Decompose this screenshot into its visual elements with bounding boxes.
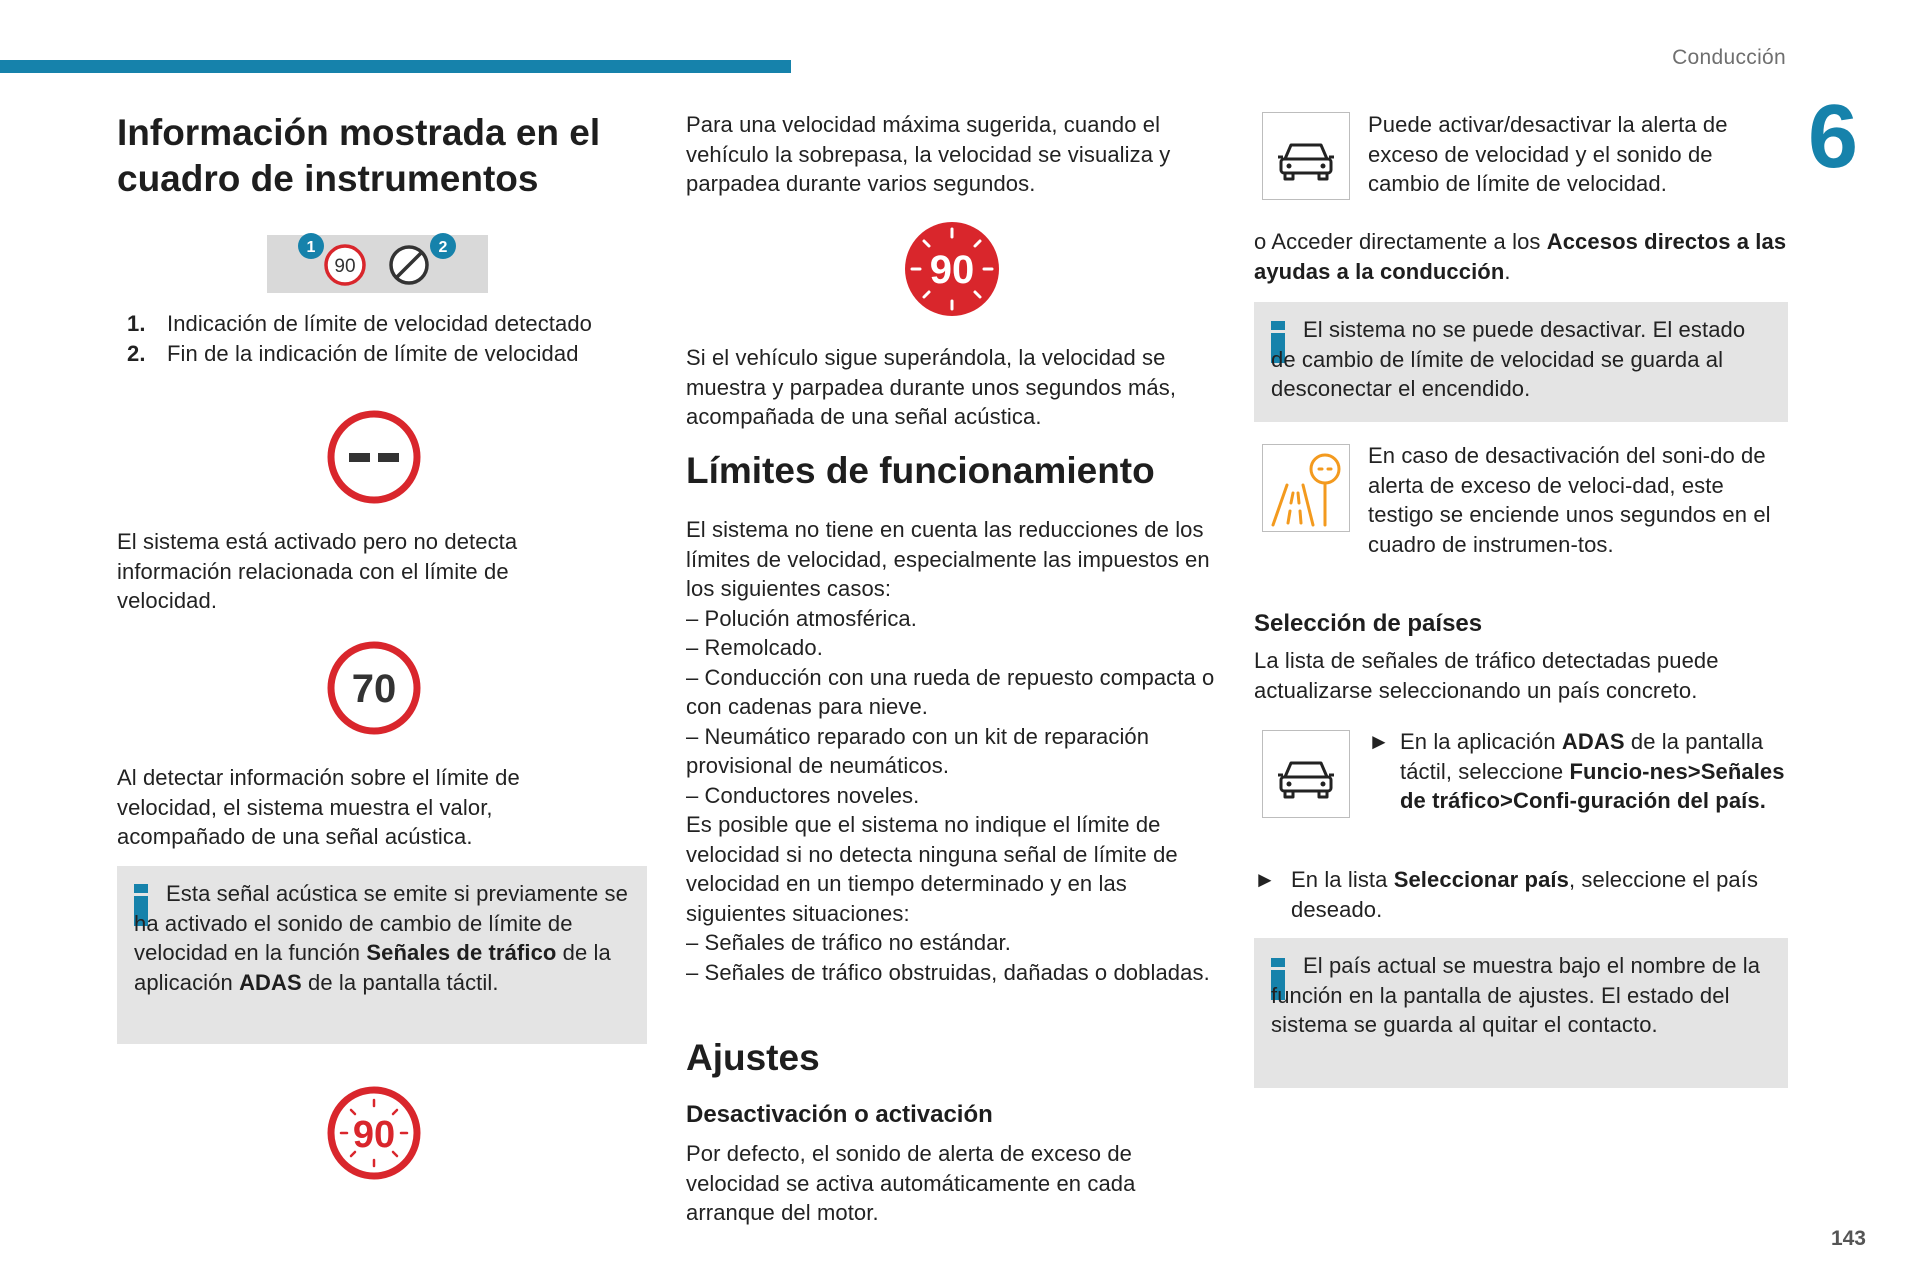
heading-limits: Límites de funcionamiento xyxy=(686,450,1155,491)
cluster-display-image xyxy=(267,232,488,296)
paragraph-suggested-speed: Para una velocidad máxima sugerida, cuando el vehículo la sobrepasa, la velocidad se visualiza y parpadea durante varios segundos. xyxy=(686,112,1171,196)
no-limit-sign-icon xyxy=(326,409,422,505)
paragraph-country: La lista de señales de tráfico detectadas puede actualizarse seleccionando un país concreto. xyxy=(1254,648,1719,703)
page-number: 143 xyxy=(1830,1227,1866,1250)
car-icon-box xyxy=(1262,112,1350,200)
page-title: Información mostrada en el cuadro de instrumentos xyxy=(117,112,601,199)
chapter-number: 6 xyxy=(1808,87,1859,187)
list-item: – Remolcado. xyxy=(686,635,823,660)
info-text: Esta señal acústica se emite si previamente se ha activado el sonido de cambio de límite de velocidad en la función Señales de tráfico de la aplicación ADAS de la pantalla táctil. xyxy=(134,881,628,995)
speed-sign-90-red xyxy=(904,221,1000,322)
warning-lamp-icon-box xyxy=(1262,444,1350,532)
list-item: – Conductores noveles. xyxy=(686,782,920,808)
arrow-icon: ► xyxy=(1368,729,1390,754)
list-item: Es posible que el sistema no indique el límite de velocidad si no detecta ninguna señal de límite de velocidad en un tiempo determinado y en las siguientes situaciones: xyxy=(686,812,1178,926)
numbered-list xyxy=(127,309,657,368)
section-label: Conducción xyxy=(1672,46,1786,69)
paragraph-continue: Si el vehículo sigue superándola, la velocidad se muestra y parpadea durante unos segundos más, acompañada de una señal acústica. xyxy=(686,345,1177,429)
no-limit-sign xyxy=(326,409,422,510)
car-icon-box-2 xyxy=(1262,730,1350,818)
list-item: – Polución atmosférica. xyxy=(686,605,917,631)
heading-settings: Ajustes xyxy=(686,1037,820,1078)
list-item: 1. Indicación de límite de velocidad detectado xyxy=(127,311,593,336)
list-item: – Señales de tráfico no estándar. xyxy=(686,930,1011,955)
speed-warning-lamp-icon xyxy=(1263,445,1349,531)
list-item: El sistema no tiene en cuenta las reducciones de los límites de velocidad, especialmente las impuestos en los siguientes casos: xyxy=(686,517,1210,601)
heading-deactivation: Desactivación o activación xyxy=(686,1101,993,1128)
paragraph-shortcuts: o Acceder directamente a los Accesos directos a las ayudas a la conducción. xyxy=(1254,229,1787,284)
info-text: El sistema no se puede desactivar. El estado de cambio de límite de velocidad se guarda al desconectar el encendido. xyxy=(1271,317,1746,401)
car-front-icon xyxy=(1263,113,1349,199)
speed-limit-90-red-icon xyxy=(904,221,1000,317)
header-accent-bar xyxy=(0,60,791,73)
speed-limit-90-flash-icon xyxy=(326,1085,422,1181)
sign-90-red-text: 90 xyxy=(929,248,975,292)
arrow-icon: ► xyxy=(1254,867,1276,892)
step-select-country: ► En la lista Seleccionar país, seleccione el país deseado. xyxy=(1254,865,1788,924)
paragraph-default: Por defecto, el sonido de alerta de exceso de velocidad se activa automáticamente en cada arranque del motor. xyxy=(686,1141,1136,1225)
cluster-display-icon xyxy=(267,232,488,296)
list-item: 2. Fin de la indicación de límite de velocidad xyxy=(127,340,579,366)
speed-limit-70-icon xyxy=(326,640,422,736)
paragraph-toggle-alert: Puede activar/desactivar la alerta de exceso de velocidad y el sonido de cambio de límite de velocidad. xyxy=(1368,112,1728,196)
info-box-cannot-deactivate xyxy=(1254,302,1788,422)
paragraph-no-info: El sistema está activado pero no detecta información relacionada con el límite de velocidad. xyxy=(117,529,518,613)
info-box-current-country xyxy=(1254,938,1788,1088)
list-item: – Neumático reparado con un kit de reparación provisional de neumáticos. xyxy=(686,723,1150,778)
speed-sign-90-flashing xyxy=(326,1085,422,1186)
cluster-marker-2: 2 xyxy=(438,239,448,256)
sign-70-text: 70 xyxy=(351,667,397,711)
step-adas: ► En la aplicación ADAS de la pantalla táctil, seleccione Funcio-nes>Señales de tráfico>Confi-guración del país. xyxy=(1368,727,1788,816)
cluster-sign-text: 90 xyxy=(334,256,356,277)
cluster-marker-1: 1 xyxy=(306,239,316,256)
heading-country-selection: Selección de países xyxy=(1254,610,1483,637)
paragraph-detect: Al detectar información sobre el límite de velocidad, el sistema muestra el valor, acompañado de una señal acústica. xyxy=(117,765,520,849)
car-front-icon xyxy=(1263,731,1349,817)
sign-90-text: 90 xyxy=(352,1114,396,1156)
info-text: El país actual se muestra bajo el nombre de la función en la pantalla de ajustes. El estado del sistema se guarda al quitar el contacto. xyxy=(1271,953,1761,1037)
list-item: – Conducción con una rueda de repuesto compacta o con cadenas para nieve. xyxy=(686,664,1215,719)
list-item: – Señales de tráfico obstruidas, dañadas o dobladas. xyxy=(686,959,1210,985)
speed-sign-70 xyxy=(326,640,422,741)
paragraph-lamp: En caso de desactivación del soni-do de alerta de exceso de veloci-dad, este testigo se enciende unos segundos en el cuadro de instrumen-tos. xyxy=(1368,443,1771,557)
info-box-acoustic xyxy=(117,866,647,1044)
limits-list xyxy=(686,515,1216,987)
